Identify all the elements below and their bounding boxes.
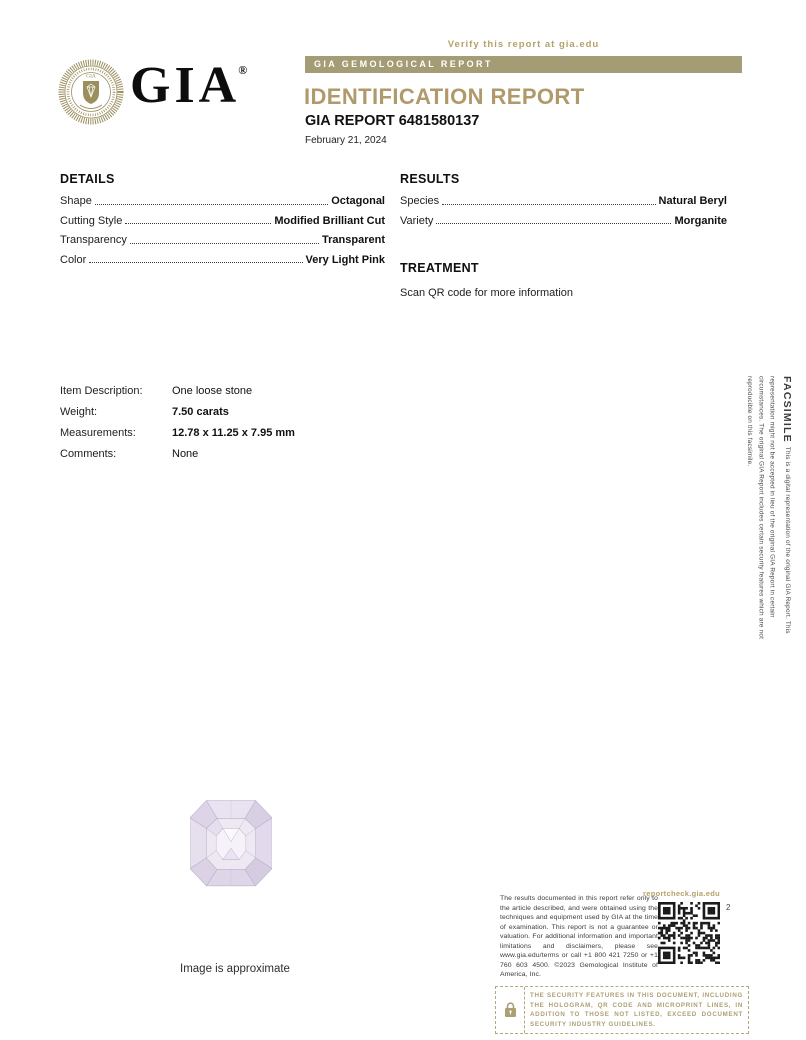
item-row-measurements: Measurements: 12.78 x 11.25 x 7.95 mm xyxy=(60,427,295,439)
treatment-section xyxy=(400,261,727,299)
dotted-leader xyxy=(89,262,302,263)
qr-code xyxy=(658,902,720,964)
detail-row-cutting-style: Cutting Style Modified Brilliant Cut xyxy=(60,214,385,227)
dotted-leader xyxy=(95,204,328,205)
details-section xyxy=(60,172,385,273)
facsimile-text: This is a digital representation of the original GIA Report. This representation might not be accepted in lieu of the original GIA Report in certain circumstances. The original GIA Report includes certain security features which are not reproducible on this facsimile. xyxy=(746,376,791,640)
item-row-comments: Comments: None xyxy=(60,448,199,460)
details-heading: DETAILS xyxy=(60,172,115,186)
results-heading: RESULTS xyxy=(400,172,460,186)
treatment-heading: TREATMENT xyxy=(400,261,479,275)
item-description-section xyxy=(60,385,400,469)
dotted-leader xyxy=(436,223,671,224)
result-row-variety: Variety Morganite xyxy=(400,214,727,227)
security-features-box xyxy=(495,986,749,1034)
item-row-description: Item Description: One loose stone xyxy=(60,385,253,397)
lock-icon xyxy=(496,987,525,1033)
dotted-leader xyxy=(125,223,271,224)
detail-row-color: Color Very Light Pink xyxy=(60,253,385,266)
dotted-leader xyxy=(442,204,655,205)
gemstone-image xyxy=(190,799,272,889)
reportcheck-link: reportcheck.gia.edu xyxy=(643,889,720,898)
results-section xyxy=(400,172,727,234)
footer-disclaimer: The results documented in this report refer only to the article described, and were obtained using the techniques and equipment used by GIA at the time of examination. This report is not a guarantee or valuation. For additional information and important limitations and disclaimers, please see www.gia.edu/terms or call +1 800 421 7250 or +1 760 603 4500. ©2023 Gemological Institute of America, Inc. xyxy=(500,895,658,979)
svg-text:GIA: GIA xyxy=(86,73,96,80)
banner-label: GIA GEMOLOGICAL REPORT xyxy=(314,59,493,69)
page-title: IDENTIFICATION REPORT xyxy=(304,84,585,109)
dotted-leader xyxy=(130,243,319,244)
report-number: GIA REPORT 6481580137 xyxy=(305,113,480,129)
page-number: 2 xyxy=(726,903,731,912)
treatment-text: Scan QR code for more information xyxy=(400,287,574,299)
facsimile-title: FACSIMILE xyxy=(781,376,793,443)
registered-mark-icon: ® xyxy=(238,63,248,77)
gia-seal-icon xyxy=(58,59,124,125)
gia-logo-wordmark: GIA® xyxy=(130,57,248,114)
image-caption: Image is approximate xyxy=(180,963,290,975)
result-row-species: Species Natural Beryl xyxy=(400,195,727,207)
facsimile-sidebar-note xyxy=(744,376,796,664)
report-type-banner xyxy=(305,56,742,73)
report-date: February 21, 2024 xyxy=(305,135,387,146)
item-row-weight: Weight: 7.50 carats xyxy=(60,406,229,418)
detail-row-transparency: Transparency Transparent xyxy=(60,234,385,246)
verify-report-link: Verify this report at gia.edu xyxy=(447,39,600,50)
security-text: THE SECURITY FEATURES IN THIS DOCUMENT, INCLUDING THE HOLOGRAM, QR CODE AND MICROPRINT LINES, IN ADDITION TO THOSE NOT LISTED, EXCEED DOCUMENT SECURITY INDUSTRY GUIDELINES. xyxy=(530,992,743,1028)
detail-row-shape: Shape Octagonal xyxy=(60,195,385,207)
